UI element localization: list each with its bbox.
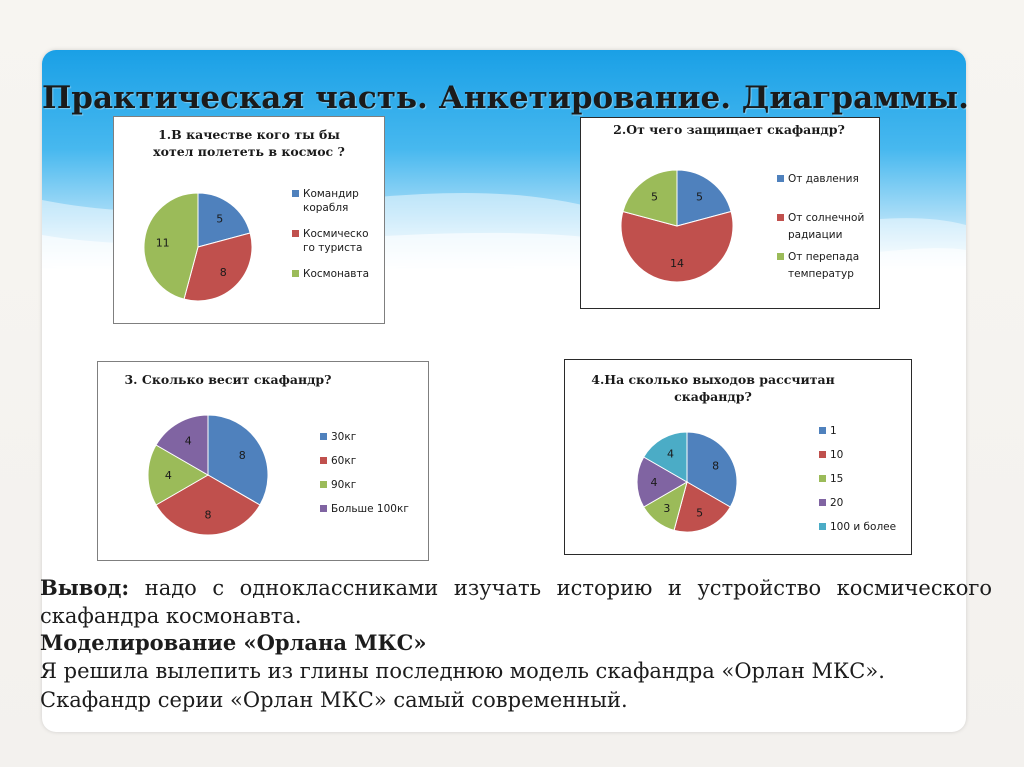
data-label: 8 [219,266,227,280]
data-label: 3 [663,502,671,516]
legend-swatch [292,190,299,197]
data-label: 8 [712,459,720,473]
data-label: 5 [696,190,703,204]
data-label: 8 [204,508,212,522]
body-line-1: Я решила вылепить из глины последнюю модель скафандра «Орлан МКС». [40,659,885,683]
legend-label: От солнечной [788,212,865,224]
legend-label: 100 и более [830,521,897,533]
chart-title-line: хотел полететь в космос ? [153,144,345,159]
chart-title-line: 2.От чего защищает скафандр? [613,122,845,137]
legend-label: Космонавта [303,268,370,280]
legend-label: 30кг [331,431,357,443]
legend-swatch [320,457,327,464]
legend-label: температур [788,268,854,280]
legend-label: Больше 100кг [331,503,409,515]
legend-label: От давления [788,173,859,185]
data-label: 4 [184,434,192,448]
chart-box-2 [580,117,880,309]
legend-swatch [320,481,327,488]
legend-swatch [320,505,327,512]
chart-title-line: 1.В качестве кого ты бы [158,127,340,142]
legend-label: корабля [303,202,349,214]
data-label: 5 [651,190,658,204]
legend-label: го туриста [303,242,363,254]
legend-label: От перепада [788,251,860,263]
chart-title-line: скафандр? [674,389,752,404]
legend-swatch [819,475,826,482]
legend-label: Командир [303,188,359,200]
data-label: 14 [670,257,684,270]
legend-label: 20 [830,497,844,509]
legend-swatch [292,230,299,237]
chart-box-3 [97,361,429,561]
conclusion-text [40,574,992,630]
legend-swatch [819,523,826,530]
pie-chart-2 [581,118,879,308]
legend-swatch [777,253,784,260]
legend-label: Космическо [303,228,369,240]
legend-swatch [777,214,784,221]
chart-title-line: 3. Сколько весит скафандр? [124,372,332,387]
legend-swatch [819,499,826,506]
legend-swatch [777,175,784,182]
legend-swatch [292,270,299,277]
data-label: 8 [238,449,246,463]
modeling-heading: Моделирование «Орлана МКС» [40,630,427,655]
chart-box-4 [564,359,912,555]
data-label: 4 [667,447,674,461]
chart-box-1 [113,116,385,324]
pie-chart-3 [98,362,428,560]
data-label: 4 [650,476,658,489]
slide-title: Практическая часть. Анкетирование. Диаграммы. [42,80,969,116]
legend-label: 1 [830,425,837,437]
legend-swatch [819,451,826,458]
legend-label: 15 [830,473,844,485]
legend-label: 60кг [331,455,357,467]
pie-chart-4 [565,360,911,554]
data-label: 5 [696,506,704,520]
legend-label: радиации [788,229,843,241]
conclusion-body: надо с одноклассниками изучать историю и устройство космического скафандра космонавта. [40,576,992,628]
body-line-2: Скафандр серии «Орлан МКС» самый современный. [40,688,628,712]
legend-swatch [320,433,327,440]
legend-label: 10 [830,449,844,461]
data-label: 11 [155,236,170,250]
legend-swatch [819,427,826,434]
data-label: 4 [164,469,172,482]
legend-label: 90кг [331,479,357,491]
chart-title-line: 4.На сколько выходов рассчитан [591,372,835,387]
data-label: 5 [216,212,224,226]
conclusion-label: Вывод: [40,575,130,600]
pie-chart-1 [114,117,384,323]
